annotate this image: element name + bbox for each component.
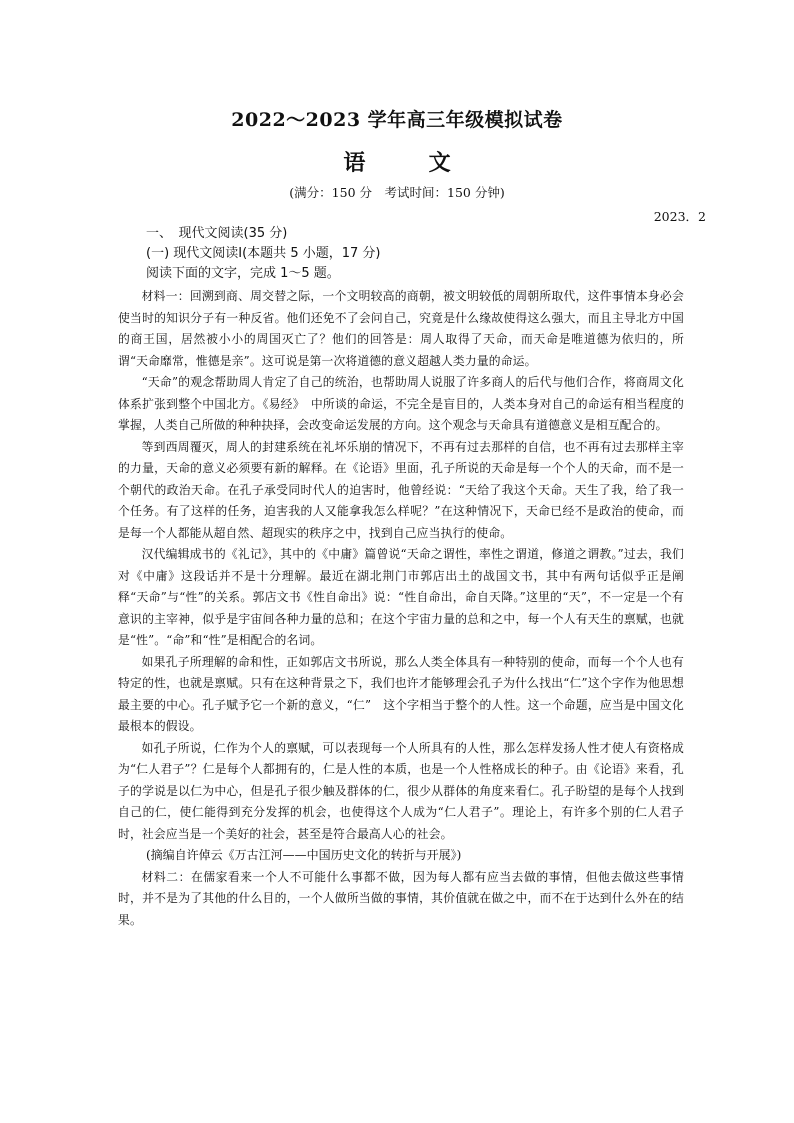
- paragraph: 汉代编辑成书的《礼记》，其中的《中庸》篇曾说“天命之谓性，率性之谓道，修道之谓教。”过去，我们对《中庸》这段话并不是十分理解。最近在湖北荆门市郭店出土的战国文书，其中有两句话似乎正是阐释“天命”与“性”的关系。郭店文书《性自命出》说：“性自命出，命自天降。”这里的“天”，不一定是一个有意识的主宰神，似乎是宇宙间各种力量的总和；在这个宇宙力量的总和之中，每一个人有天生的禀赋，也就是“性”。“命”和“性”是相配合的名词。: [118, 547, 684, 647]
- exam-content: [118, 224, 684, 931]
- subject-char-2: 文: [428, 150, 451, 176]
- paragraph-material-2: 材料二：在儒家看来一个人不可能什么事都不做，因为每人都有应当去做的事情，但他去做这些事情时，并不是为了其他的什么目的，一个人做所当做的事情，其价值就在做之中，而不在于达到什么外在的结果。: [118, 869, 684, 927]
- subject-char-1: 语: [343, 150, 366, 176]
- paragraph: “天命”的观念帮助周人肯定了自己的统治，也帮助周人说服了许多商人的后代与他们合作，将商周文化体系扩张到整个中国北方。《易经》 中所谈的命运，不完全是盲目的，人类本身对自己的命运有相当程度的掌握，人类自己所做的种种抉择，会改变命运发展的方向。这个观念与天命具有道德意义是相互配合的。: [118, 375, 684, 432]
- subject-title: [0, 146, 794, 177]
- paragraph: 如果孔子所理解的命和性，正如郭店文书所说，那么人类全体具有一种特别的使命，而每一个个人也有特定的性，也就是禀赋。只有在这种背景之下，我们也许才能够理会孔子为什么找出“仁”这个字作为他思想最主要的中心。孔子赋予它一个新的意义，“仁” 这个字相当于整个的人性。这一个命题，应当是中国文化最根本的假设。: [118, 654, 684, 733]
- source-citation: (摘编自许倬云《万古江河——中国历史文化的转折与开展》): [146, 848, 462, 862]
- subsection-heading: (一) 现代文阅读Ⅰ(本题共 5 小题，17 分): [146, 246, 381, 261]
- paragraph: 材料一：回溯到商、周交替之际，一个文明较高的商朝，被文明较低的周朝所取代，这件事情本身必会使当时的知识分子有一种反省。他们还免不了会问自己，究竟是什么缘故使得这么强大，而且主导北方中国的商王国，居然被小小的周国灭亡了？他们的回答是：周人取得了天命，而天命是唯道德为依归的，所谓“天命靡常，惟德是亲”。这可说是第一次将道德的意义超越人类力量的命运。: [118, 289, 684, 368]
- exam-info: (满分：150 分 考试时间：150 分钟): [289, 185, 505, 200]
- section-heading: 一、 现代文阅读(35 分): [146, 226, 288, 241]
- exam-date: 2023．2: [653, 209, 706, 224]
- reading-instruction: 阅读下面的文字，完成 1～5 题。: [146, 266, 340, 281]
- paragraph: 如孔子所说，仁作为个人的禀赋，可以表现每一个人所具有的人性，那么怎样发扬人性才使人有资格成为“仁人君子”？仁是每个人都拥有的，仁是人性的本质，也是一个人性格成长的种子。由《论语》来看，孔子的学说是以仁为中心，但是孔子很少触及群体的仁，很少从群体的角度来看仁。孔子盼望的是每个人找到自己的仁，使仁能得到充分发挥的机会，也使得这个人成为“仁人君子”。理论上，有许多个别的仁人君子时，社会应当是一个美好的社会，甚至是符合最高人心的社会。: [118, 740, 684, 841]
- exam-title: 2022～2023 学年高三年级模拟试卷: [231, 109, 563, 131]
- paragraph: 等到西周覆灭，周人的封建系统在礼坏乐崩的情况下，不再有过去那样的自信，也不再有过去那样主宰的力量，天命的意义必须要有新的解释。在《论语》里面，孔子所说的天命是每一个个人的天命，而不是一个朝代的政治天命。在孔子承受同时代人的迫害时，他曾经说：“天给了我这个天命。天生了我，给了我一个任务。有了这样的任务，迫害我的人又能拿我怎么样呢？”在这种情况下，天命已经不是政治的使命，而是每一个人都能从超自然、超现实的秩序之中，找到自己应当执行的使命。: [118, 439, 684, 540]
